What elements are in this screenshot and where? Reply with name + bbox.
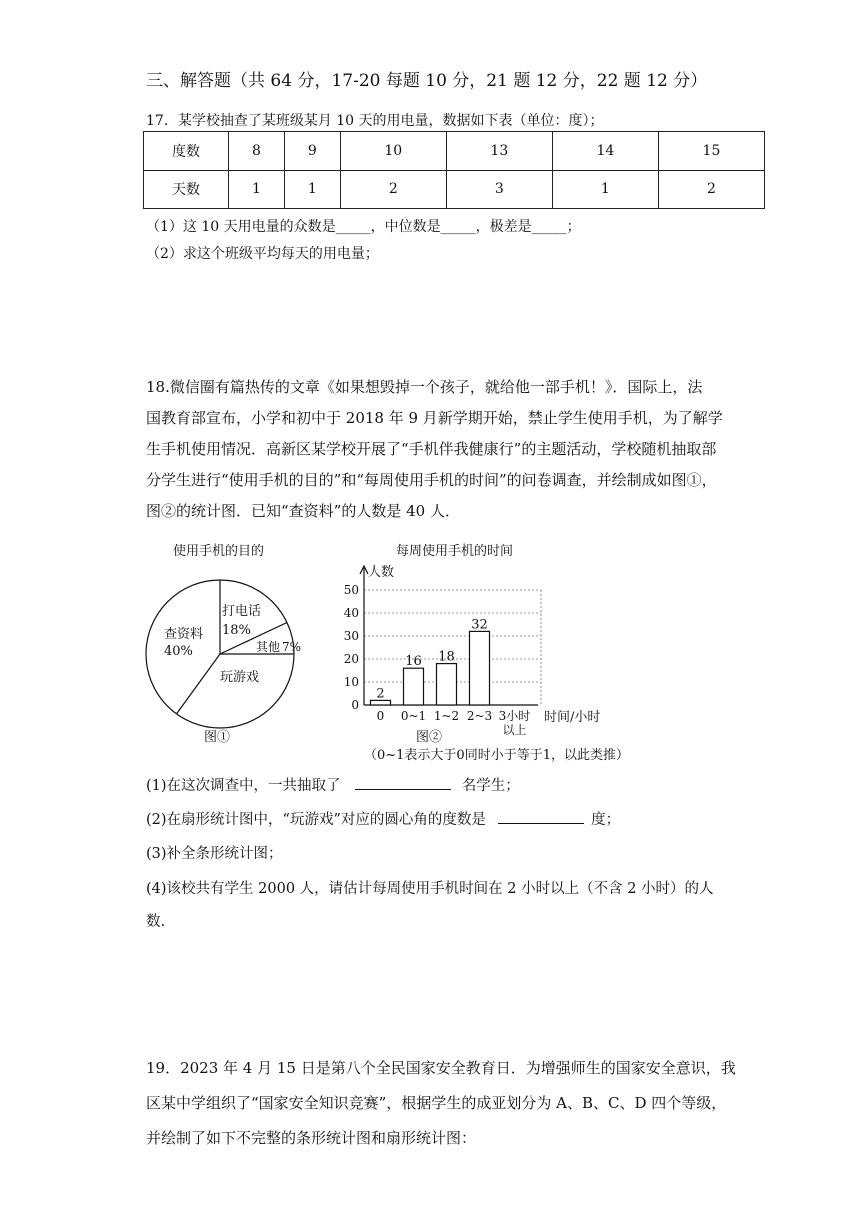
y-tick-label: 0 [351, 698, 359, 712]
data-label: 18 [438, 649, 455, 665]
paragraph-line: 并绘制了如下不完整的条形统计图和扇形统计图： [146, 1129, 477, 1147]
y-tick-label: 50 [343, 583, 359, 597]
pie-label-research: 查资料 [164, 627, 204, 642]
y-axis-label: 人数 [368, 565, 395, 580]
table-cell: 1 [229, 170, 285, 209]
figure2-title: 每周使用手机的时间 [396, 544, 514, 559]
pie-value-research: 40% [164, 644, 193, 659]
table-cell: 10 [340, 132, 446, 171]
sub1-text-after: 名学生； [461, 778, 520, 794]
table-cell: 1 [284, 170, 340, 209]
table-cell: 2 [658, 170, 764, 209]
data-label: 16 [405, 654, 422, 670]
answer-blank-2[interactable] [498, 823, 584, 824]
x-tick-label: 3小时以上 [498, 709, 531, 737]
bar-marks [371, 617, 531, 737]
sub1-text: (1)在这次调查中，一共抽取了 [146, 778, 341, 794]
figure2-note: （0~1表示大于0同时小于等于1，以此类推） [364, 748, 629, 763]
q18-sub4-line1: (4)该校共有学生 2000 人，请估计每周使用手机时间在 2 小时以上（不含 2 小时）的人 [146, 881, 714, 897]
table-cell: 1 [552, 170, 658, 209]
table-cell: 8 [229, 132, 285, 171]
figure1-caption: 图① [204, 730, 231, 745]
figure2-caption: 图② [416, 730, 443, 745]
q19-paragraph [146, 1051, 736, 1156]
paragraph-line: 分学生进行“使用手机的目的”和“每周使用手机的时间”的问卷调查，并绘制成如图①， [146, 471, 717, 489]
pie-label-other: 其他 [256, 640, 281, 654]
bar [437, 664, 457, 705]
pie-value-other: 7% [282, 640, 302, 654]
q17-sub1: （1）这 10 天用电量的众数是_____，中位数是_____，极差是_____； [146, 219, 581, 235]
paragraph-line: 19．2023 年 4 月 15 日是第八个全民国家安全教育日．为增强师生的国家安全意识，我 [146, 1059, 736, 1077]
paragraph-line: 国教育部宣布，小学和初中于 2018 年 9 月新学期开始，禁止学生使用手机，为了解学 [146, 409, 723, 427]
x-tick-label: 2~3 [466, 709, 493, 723]
table-cell: 13 [446, 132, 552, 171]
y-tick-label: 20 [343, 652, 359, 666]
table-row [144, 170, 765, 209]
table-row [144, 132, 765, 171]
table-header-degrees: 度数 [144, 132, 229, 171]
table-cell: 15 [658, 132, 764, 171]
x-tick-label: 0 [376, 709, 385, 723]
y-tick-label: 30 [343, 629, 359, 643]
q18-sub4-line2: 数. [146, 914, 166, 930]
table-cell: 9 [284, 132, 340, 171]
paragraph-line: 区某中学组织了“国家安全知识竞赛”，根据学生的成亚划分为 A、B、C、D 四个等级， [146, 1094, 727, 1112]
paragraph-line: 图②的统计图．已知“查资料”的人数是 40 人． [146, 502, 460, 520]
x-tick-label: 0~1 [400, 709, 427, 723]
q17-sub2: （2）求这个班级平均每天的用电量； [146, 246, 379, 262]
table-header-days: 天数 [144, 170, 229, 209]
x-tick-label: 1~2 [433, 709, 460, 723]
bar [470, 631, 490, 705]
answer-blank-1[interactable] [355, 789, 451, 790]
figure1-title: 使用手机的目的 [173, 544, 265, 559]
data-label: 32 [471, 617, 488, 633]
data-label: 2 [376, 686, 385, 702]
q18-sub1 [146, 774, 520, 795]
bar [404, 668, 424, 705]
usage-table [143, 131, 765, 209]
paragraph-line: 生手机使用情况．高新区某学校开展了“手机伴我健康行”的主题活动，学校随机抽取部 [146, 440, 717, 458]
x-axis-label: 时间/小时 [544, 710, 601, 725]
pie-label-games: 玩游戏 [220, 670, 260, 685]
paragraph-line: 18.微信圈有篇热传的文章《如果想毁掉一个孩子，就给他一部手机！》．国际上，法 [146, 378, 703, 396]
table-cell: 3 [446, 170, 552, 209]
sub2-text-after: 度； [591, 812, 621, 828]
q18-sub2 [146, 808, 620, 829]
q18-paragraph [146, 372, 726, 527]
sub2-text: (2)在扇形统计图中，“玩游戏”对应的圆心角的度数是 [146, 812, 486, 828]
table-cell: 14 [552, 132, 658, 171]
pie-value-call: 18% [222, 623, 251, 638]
q17-stem: 17．某学校抽查了某班级某月 10 天的用电量，数据如下表（单位：度）； [146, 113, 604, 129]
pie-slice-boundary [177, 654, 220, 714]
section-title: 三、解答题（共 64 分，17-20 每题 10 分，21 题 12 分，22 题 12 分） [146, 71, 708, 91]
bar-chart [330, 558, 630, 737]
table-cell: 2 [340, 170, 446, 209]
q18-sub3: (3)补全条形统计图； [146, 846, 283, 862]
y-tick-label: 10 [343, 675, 359, 689]
pie-label-call: 打电话 [222, 604, 262, 619]
y-tick-label: 40 [343, 606, 359, 620]
pie-chart [140, 560, 320, 745]
